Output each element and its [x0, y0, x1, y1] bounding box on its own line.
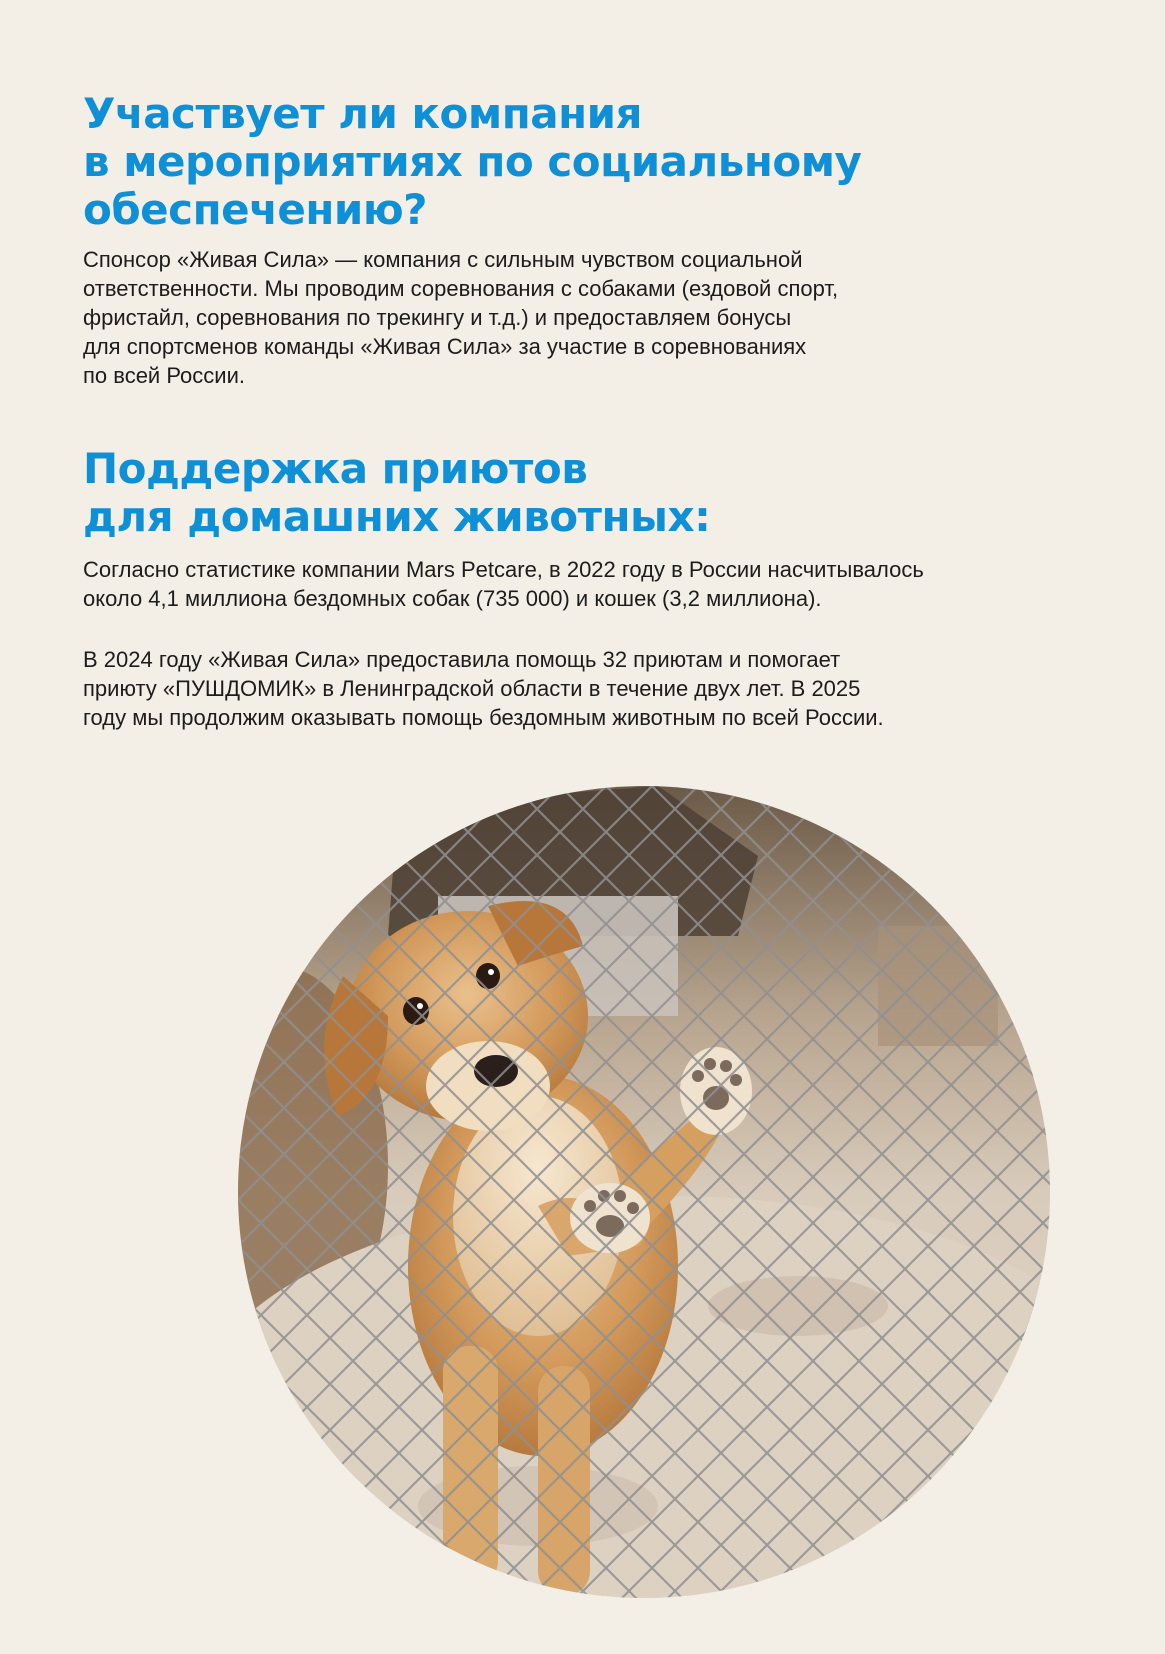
paragraph-statistics [83, 555, 924, 613]
heading-line: обеспечению? [83, 185, 428, 234]
heading-line: для домашних животных: [83, 492, 711, 541]
text-line: Спонсор «Живая Сила» — компания с сильным чувством социальной [83, 247, 803, 272]
text-line: по всей России. [83, 363, 245, 388]
paragraph-sponsor [83, 245, 838, 390]
heading-shelter-support [83, 445, 710, 541]
text-line: году мы продолжим оказывать помощь бездомным животным по всей России. [83, 705, 884, 730]
text-line: для спортсменов команды «Живая Сила» за участие в соревнованиях [83, 334, 807, 359]
heading-social-events [83, 90, 861, 234]
heading-line: в мероприятиях по социальному [83, 137, 862, 186]
heading-line: Поддержка приютов [83, 444, 588, 493]
text-line: фристайл, соревнования по трекингу и т.д.) и предоставляем бонусы [83, 305, 792, 330]
text-line: около 4,1 миллиона бездомных собак (735 000) и кошек (3,2 миллиона). [83, 586, 822, 611]
text-line: ответственности. Мы проводим соревнования с собаками (ездовой спорт, [83, 276, 839, 301]
paragraph-help-2024 [83, 645, 884, 732]
text-line: приюту «ПУШДОМИК» в Ленинградской области в течение двух лет. В 2025 [83, 676, 861, 701]
text-line: Согласно статистике компании Mars Petcare, в 2022 году в России насчитывалось [83, 557, 924, 582]
text-line: В 2024 году «Живая Сила» предоставила помощь 32 приютам и помогает [83, 647, 841, 672]
heading-line: Участвует ли компания [83, 89, 642, 138]
puppy-behind-fence-photo [238, 786, 1050, 1598]
